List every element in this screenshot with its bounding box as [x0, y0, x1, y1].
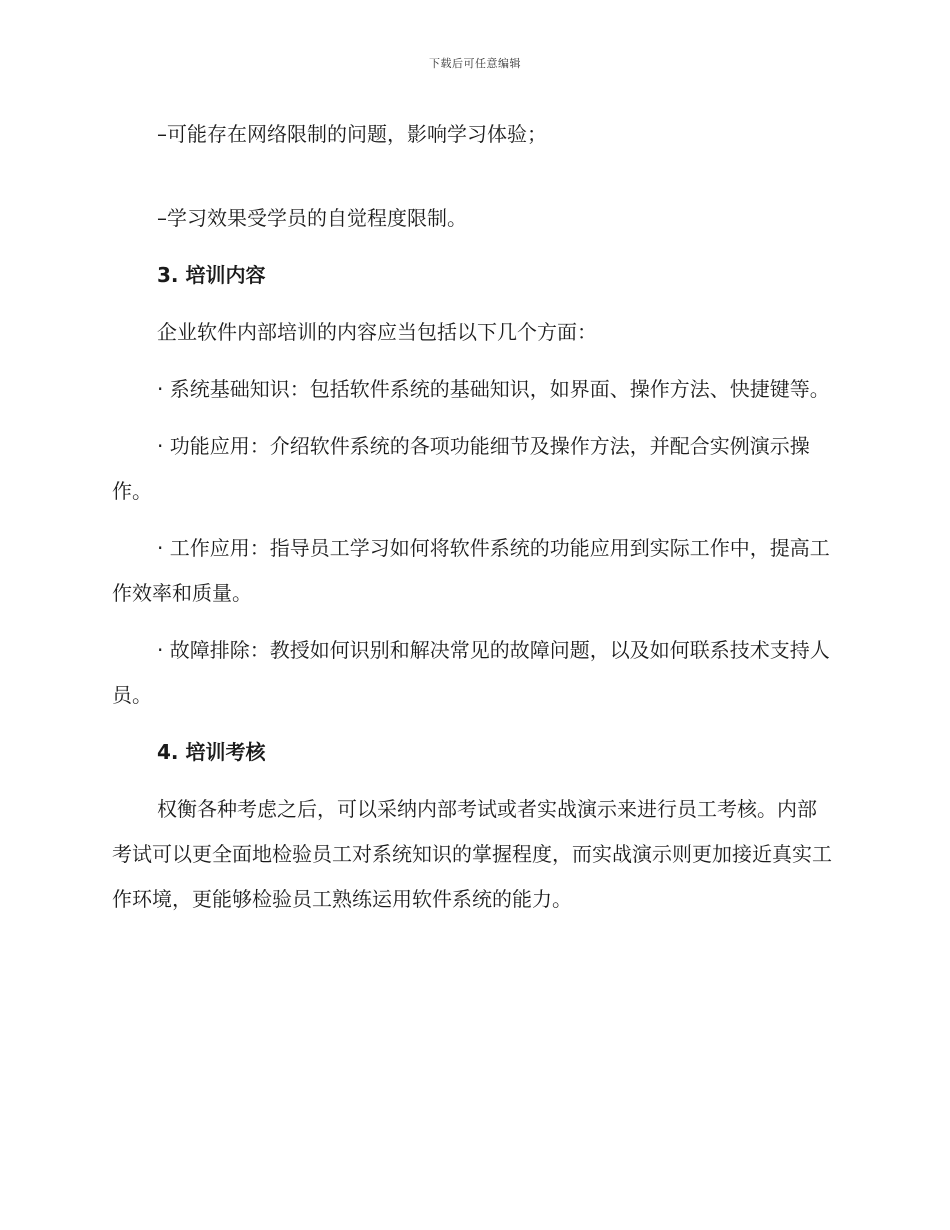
- bullet-troubleshooting: · 故障排除：教授如何识别和解决常见的故障问题，以及如何联系技术支持人员。: [112, 638, 830, 707]
- section-heading-training-content: 3. 培训内容: [157, 263, 266, 287]
- bullet-function-application: · 功能应用：介绍软件系统的各项功能细节及操作方法，并配合实例演示操作。: [112, 434, 810, 503]
- bullet-system-basics: · 系统基础知识：包括软件系统的基础知识，如界面、操作方法、快捷键等。: [157, 377, 830, 401]
- section-heading-training-assessment: 4. 培训考核: [157, 740, 266, 764]
- bullet-work-application: · 工作应用：指导员工学习如何将软件系统的功能应用到实际工作中，提高工作效率和质量。: [112, 536, 830, 605]
- document-body: [112, 112, 832, 922]
- section-body-training-assessment: 权衡各种考虑之后，可以采纳内部考试或者实战演示来进行员工考核。内部考试可以更全面地检验员工对系统知识的掌握程度，而实战演示则更加接近真实工作环境，更能够检验员工熟练运用软件系统的能力。: [112, 797, 832, 911]
- section-intro-training-content: 企业软件内部培训的内容应当包括以下几个方面：: [157, 320, 597, 344]
- page-header: 下载后可任意编辑: [429, 57, 521, 70]
- dash-item-self-discipline: –学习效果受学员的自觉程度限制。: [157, 206, 467, 230]
- dash-item-network-limit: –可能存在网络限制的问题，影响学习体验；: [157, 122, 547, 146]
